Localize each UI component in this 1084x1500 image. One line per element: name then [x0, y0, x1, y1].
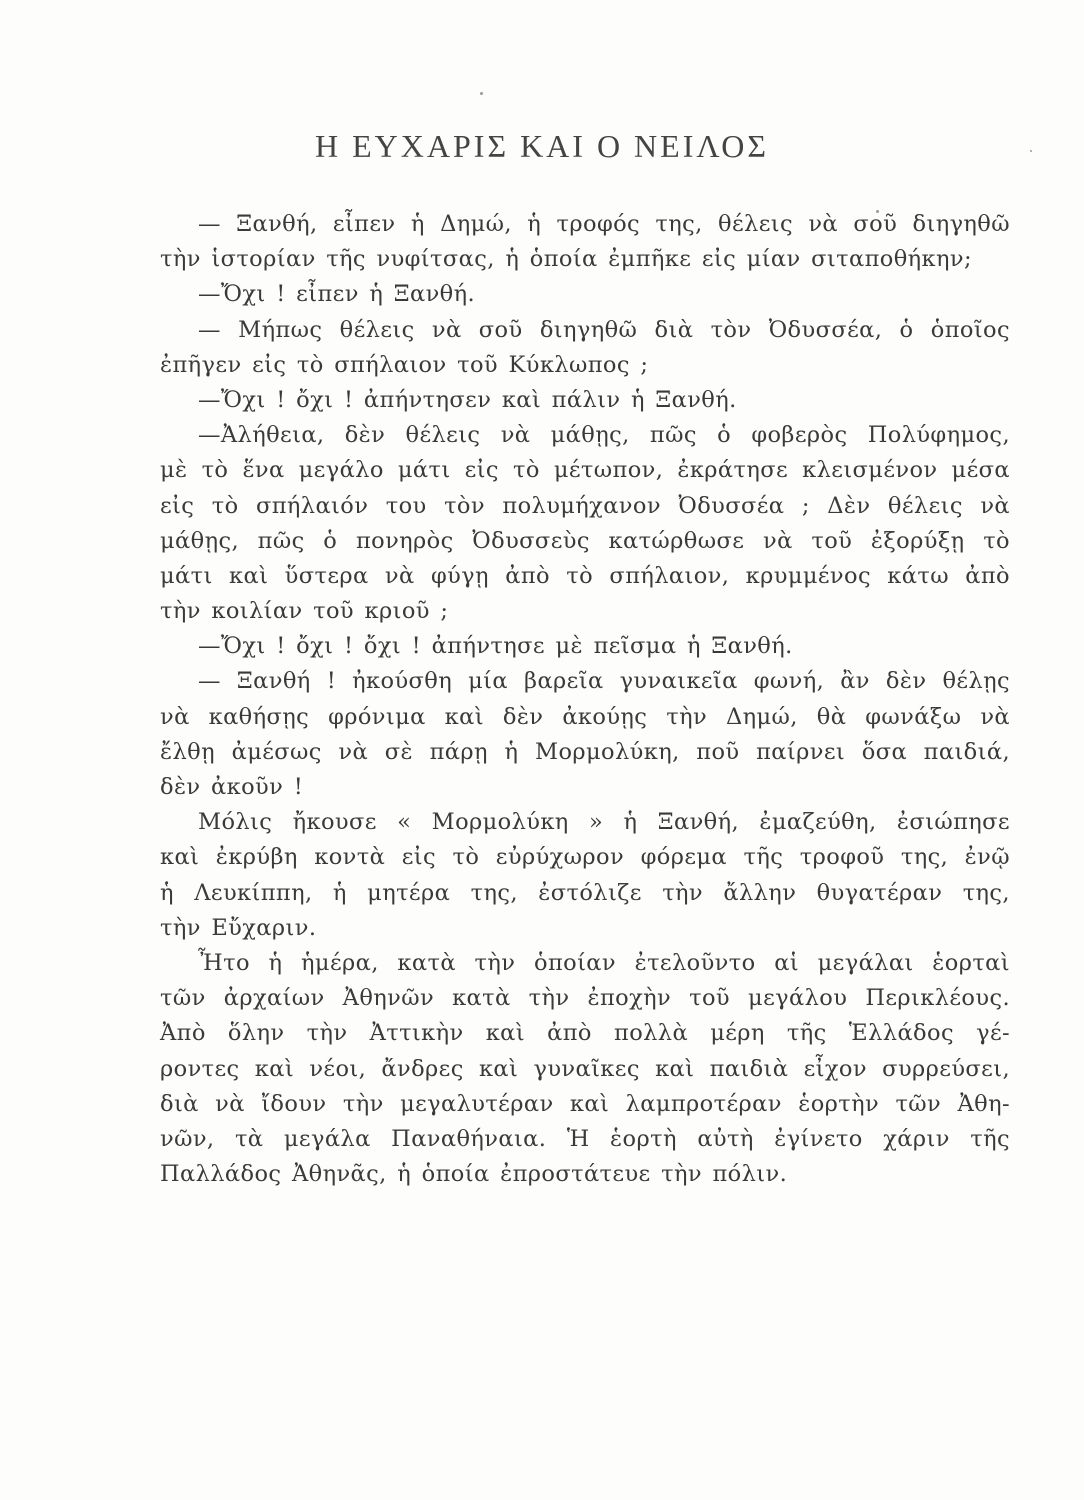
- body-text: [160, 207, 1010, 1192]
- text-line: — Ξανθή ! ἠκούσθη μία βαρεῖα γυναικεῖα φωνή, ἂν δὲν θέλῃς: [198, 668, 1010, 695]
- text-line: μάτι καὶ ὕστερα νὰ φύγῃ ἀπὸ τὸ σπήλαιον, κρυμμένος κάτω ἀπὸ: [160, 562, 1010, 589]
- text-line: Μόλις ἤκουσε « Μορμολύκη » ἡ Ξανθή, ἐμαζεύθη, ἐσιώπησε: [198, 809, 1010, 836]
- text-line: τὴν Εὔχαριν.: [160, 914, 317, 941]
- paper-speck: [480, 92, 483, 95]
- text-line: —Ὄχι ! εἶπεν ἡ Ξανθή.: [198, 281, 476, 308]
- text-line: μάθῃς, πῶς ὁ πονηρὸς Ὀδυσσεὺς κατώρθωσε νὰ τοῦ ἐξορύξῃ τὸ: [160, 527, 1010, 554]
- text-line: τὴν ἱστορίαν τῆς νυφίτσας, ἡ ὁποία ἐμπῆκε εἰς μίαν σιταποθήκην;: [160, 246, 972, 273]
- text-line: ἡ Λευκίππη, ἡ μητέρα της, ἐστόλιζε τὴν ἄλλην θυγατέραν της,: [160, 879, 1010, 906]
- text-line: Ἀπὸ ὅλην τὴν Ἀττικὴν καὶ ἀπὸ πολλὰ μέρη τῆς Ἑλλάδος γέ-: [160, 1020, 1010, 1047]
- text-line: Ἦτο ἡ ἡμέρα, κατὰ τὴν ὁποίαν ἐτελοῦντο αἱ μεγάλαι ἑορταὶ: [198, 949, 1010, 976]
- text-line: —Ἀλήθεια, δὲν θέλεις νὰ μάθῃς, πῶς ὁ φοβερὸς Πολύφημος,: [198, 422, 1010, 449]
- text-line: νῶν, τὰ μεγάλα Παναθήναια. Ἡ ἑορτὴ αὐτὴ ἐγίνετο χάριν τῆς: [160, 1125, 1010, 1152]
- text-line: εἰς τὸ σπήλαιόν του τὸν πολυμήχανον Ὀδυσσέα ; Δὲν θέλεις νὰ: [160, 492, 1010, 519]
- text-line: — Ξανθή, εἶπεν ἡ Δημώ, ἡ τροφός της, θέλεις νὰ σοῦ διηγηθῶ: [198, 211, 1010, 237]
- text-line: διὰ νὰ ἴδουν τὴν μεγαλυτέραν καὶ λαμπροτέραν ἑορτὴν τῶν Ἀθη-: [160, 1090, 1010, 1117]
- text-line: ἔλθῃ ἀμέσως νὰ σὲ πάρῃ ἡ Μορμολύκη, ποῦ παίρνει ὅσα παιδιά,: [160, 738, 1010, 765]
- text-line: δὲν ἀκοῦν !: [160, 774, 304, 800]
- text-line: — Μήπως θέλεις νὰ σοῦ διηγηθῶ διὰ τὸν Ὀδυσσέα, ὁ ὁποῖος: [198, 316, 1010, 343]
- text-line: καὶ ἐκρύβη κοντὰ εἰς τὸ εὐρύχωρον φόρεμα τῆς τροφοῦ της, ἐνῷ: [160, 844, 1010, 871]
- text-line: μὲ τὸ ἕνα μεγάλο μάτι εἰς τὸ μέτωπον, ἐκράτησε κλεισμένον μέσα: [160, 457, 1010, 484]
- text-line: ἐπῆγεν εἰς τὸ σπήλαιον τοῦ Κύκλωπος ;: [160, 351, 649, 378]
- text-line: —Ὄχι ! ὄχι ! ἀπήντησεν καὶ πάλιν ἡ Ξανθή.: [198, 386, 737, 413]
- text-line: νὰ καθήσῃς φρόνιμα καὶ δὲν ἀκούῃς τὴν Δημώ, θὰ φωνάξω νὰ: [160, 703, 1010, 730]
- text-line: τὴν κοιλίαν τοῦ κριοῦ ;: [160, 598, 449, 625]
- text-line: Παλλάδος Ἀθηνᾶς, ἡ ὁποία ἐπροστάτευε τὴν πόλιν.: [160, 1161, 788, 1188]
- text-line: —Ὄχι ! ὄχι ! ὄχι ! ἀπήντησε μὲ πεῖσμα ἡ Ξανθή.: [198, 633, 793, 660]
- text-line: ροντες καὶ νέοι, ἄνδρες καὶ γυναῖκες καὶ παιδιὰ εἶχον συρρεύσει,: [160, 1055, 1010, 1082]
- chapter-title: Η ΕΥΧΑΡΙΣ ΚΑΙ Ο ΝΕΙΛΟΣ: [315, 128, 769, 164]
- text-line: τῶν ἀρχαίων Ἀθηνῶν κατὰ τὴν ἐποχὴν τοῦ μεγάλου Περικλέους.: [160, 985, 1010, 1012]
